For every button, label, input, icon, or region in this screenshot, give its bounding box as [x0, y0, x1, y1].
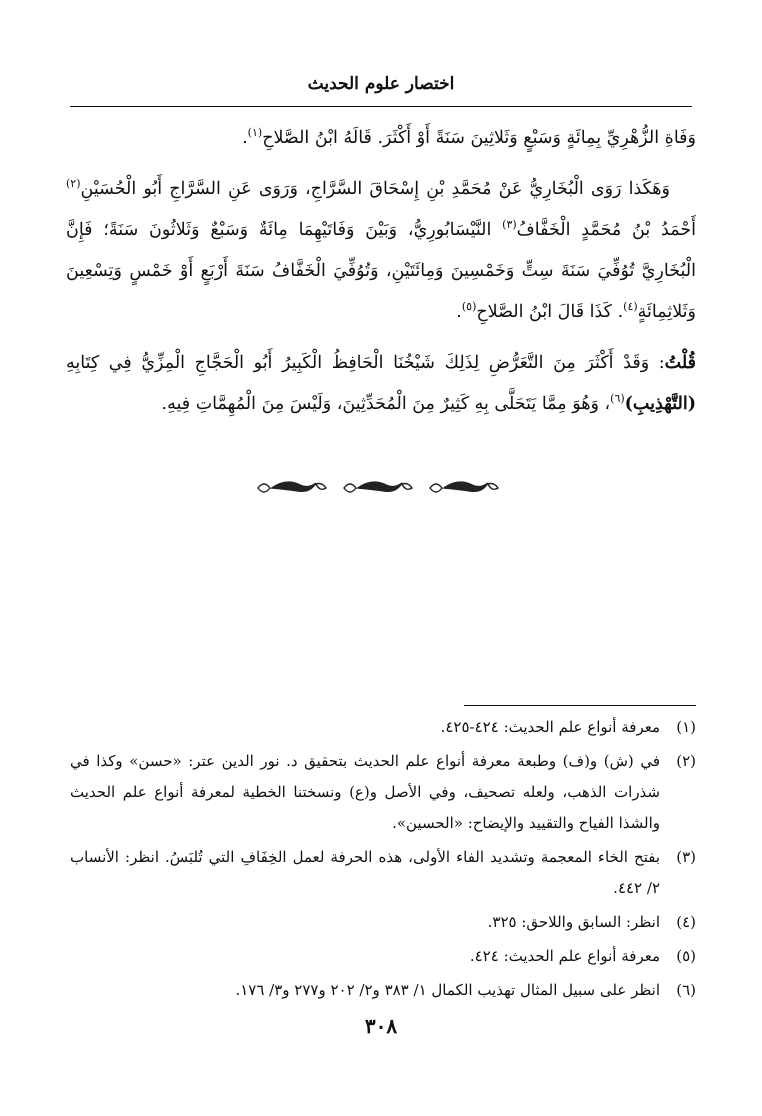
text-run: . كَذَا قَالَ ابْنُ الصَّلاحِ — [476, 302, 624, 322]
paragraph — [66, 343, 696, 425]
footnote-text: انظر: السابق واللاحق: ٣٢٥. — [487, 913, 660, 931]
text-run: . — [456, 302, 462, 322]
footnote — [70, 842, 696, 904]
page-number: ٣٠٨ — [364, 1014, 398, 1038]
text-run: وَهَكَذا رَوَى الْبُخَارِيُّ عَنْ مُحَمَّدِ بْنِ إِسْحَاقَ السَّرَّاجِ، وَرَوَى عَنِ السَّرَّاجِ أَبُو الْحُسَيْنِ — [80, 179, 670, 199]
footnote — [70, 941, 696, 972]
footnote — [70, 746, 696, 839]
running-header: اختصار علوم الحديث — [307, 74, 455, 94]
floral-divider-icon — [250, 476, 512, 500]
footnote-ref[interactable]: (٦) — [610, 392, 625, 406]
text-run: أَحْمَدُ بْنُ مُحَمَّدٍ الْخَفَّافُ — [516, 220, 697, 240]
text-run: ، وَهُوَ مِمَّا يَتَحَلَّى بِهِ كَثِيرٌ مِنَ الْمُحَدِّثِينَ، وَلَيْسَ مِنَ الْمُهِمَّاتِ فِيهِ. — [161, 394, 611, 414]
header-rule — [70, 106, 692, 107]
footnote-number: (٥) — [676, 947, 696, 965]
footnote-number: (١) — [676, 718, 696, 736]
footnote-text: معرفة أنواع علم الحديث: ٤٢٤-٤٢٥. — [440, 718, 660, 736]
text-run: : وَقَدْ أَكْثَرَ مِنَ التَّعَرُّضِ لِذَلِكَ شَيْخُنَا الْحَافِظُ الْكَبِيرُ أَبُو الْحَجَّاجِ الْمِزِّيُّ فِي كِتَابِهِ — [66, 353, 665, 373]
footnote-ref[interactable]: (٣) — [502, 218, 517, 232]
paragraph — [66, 169, 696, 333]
footnote-text: انظر على سبيل المثال تهذيب الكمال ١/ ٣٨٣ و٢/ ٢٠٢ و٢٧٧ و٣/ ١٧٦. — [235, 981, 660, 999]
footnote-number: (٤) — [676, 913, 696, 931]
footnote-ref[interactable]: (١) — [247, 126, 263, 140]
footnote-ref[interactable]: (٢) — [66, 177, 81, 191]
text-run: . — [242, 128, 248, 148]
footnote-text: في (ش) و(ف) وطبعة معرفة أنواع علم الحديث بتحقيق د. نور الدين عتر: «حسن» وكذا في شذرات الذهب، ولعله تصحيف، وفي الأصل و(ع) ونسختنا الخطية لمعرفة أنواع علم الحديث والشذا الفياح والتقييد والإيضاح: «الحسين». — [70, 752, 660, 832]
footnote-ref[interactable]: (٥) — [461, 300, 477, 314]
footnote-text: معرفة أنواع علم الحديث: ٤٢٤. — [469, 947, 660, 965]
main-text — [66, 118, 696, 435]
text-run: وَفَاةِ الزُّهْرِيِّ بِمِائَةٍ وَسَبْعٍ وَثَلاثِينَ سَنَةً أَوْ أَكْثَرَ. قَالَهُ ابْنُ الصَّلاحِ — [262, 128, 696, 148]
paragraph — [66, 118, 696, 159]
footnote — [70, 712, 696, 743]
footnote — [70, 907, 696, 938]
footnote-ref[interactable]: (٤) — [623, 300, 638, 314]
footnotes — [70, 712, 696, 1009]
ornament-motif — [258, 482, 326, 492]
footnote-number: (٢) — [676, 752, 696, 770]
footnote-text: بفتح الخاء المعجمة وتشديد الفاء الأولى، هذه الحرفة لعمل الخِفَافِ التي تُلبَسُ. انظر: الأنساب ٢/ ٤٤٢. — [70, 848, 660, 897]
ornament-motif — [430, 482, 498, 492]
footnote-rule — [464, 705, 696, 706]
emphasized-text: قُلْتُ — [664, 353, 696, 373]
ornament-motif — [344, 482, 412, 492]
footnote-number: (٦) — [676, 981, 696, 999]
footnote-number: (٣) — [676, 848, 696, 866]
text-run: النَّيْسَابُورِيُّ، وَبَيْنَ وَفَاتَيْهِمَا مِائَةٌ وَسَبْعٌ وَثَلاثُونَ سَنَةً؛ فَإِنَّ الْبُخَارِيَّ تُوُفِّيَ سَنَةَ سِتٍّ وَخَمْسِينَ وَمِائَتَيْنِ، وَتُوُفِّيَ الْخَفَّافُ سَنَةَ أَرْبَعٍ أَوْ خَمْسٍ وَتِسْعِينَ وَثَلاثِمِائَةٍ — [66, 220, 696, 322]
footnote — [70, 975, 696, 1006]
emphasized-text: (التَّهْذِيبِ) — [624, 394, 696, 414]
